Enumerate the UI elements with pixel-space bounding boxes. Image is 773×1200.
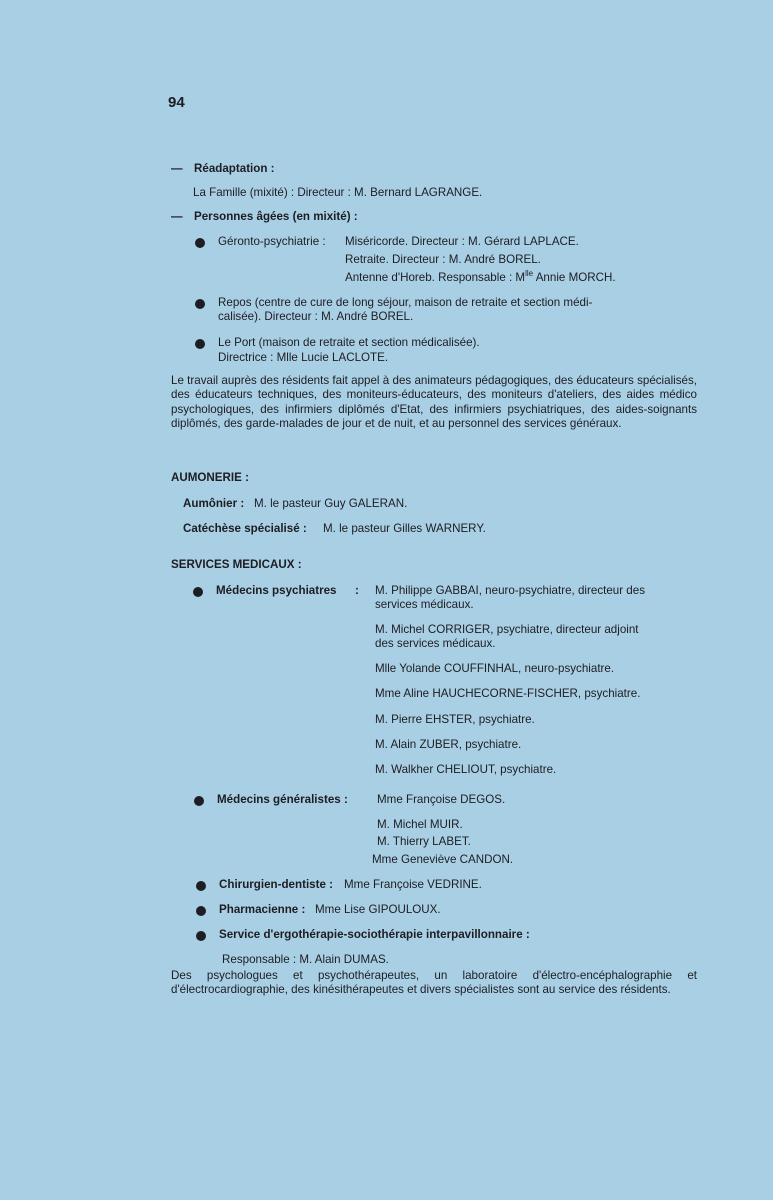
- generaliste-entry: Mme Geneviève CANDON.: [372, 853, 514, 866]
- geronto-antenne-text: Antenne d'Horeb. Responsable : M: [345, 271, 526, 284]
- generalistes-label: Médecins généralistes :: [217, 793, 348, 806]
- bullet-icon: [193, 587, 203, 597]
- readaptation-line: La Famille (mixité) : Directeur : M. Bernard LAGRANGE.: [193, 186, 483, 199]
- services-medicaux-heading: SERVICES MEDICAUX :: [171, 558, 302, 571]
- port-line1: Le Port (maison de retraite et section médicalisée).: [218, 336, 480, 349]
- repos-line2: calisée). Directeur : M. André BOREL.: [218, 310, 414, 323]
- generaliste-entry: M. Michel MUIR.: [377, 818, 463, 831]
- psychiatres-colon: :: [355, 584, 359, 597]
- catechese-value: M. le pasteur Gilles WARNERY.: [323, 522, 486, 535]
- personnes-agees-dash: —: [171, 210, 183, 223]
- aumonerie-heading: AUMONERIE :: [171, 471, 249, 484]
- bullet-icon: [194, 796, 204, 806]
- bullet-icon: [195, 339, 205, 349]
- pharmacienne-label: Pharmacienne :: [219, 903, 306, 916]
- personnes-agees-heading: Personnes âgées (en mixité) :: [194, 210, 358, 223]
- geronto-miseri: Miséricorde. Directeur : M. Gérard LAPLACE.: [345, 235, 579, 248]
- readaptation-heading: Réadaptation :: [194, 162, 275, 175]
- psychiatre-entry: M. Michel CORRIGER, psychiatre, directeur adjoint: [375, 623, 639, 636]
- psychiatre-entry: Mme Aline HAUCHECORNE-FISCHER, psychiatre.: [375, 687, 641, 700]
- aumonier-value: M. le pasteur Guy GALERAN.: [254, 497, 408, 510]
- psychiatre-entry: services médicaux.: [375, 598, 474, 611]
- generaliste-entry: M. Thierry LABET.: [377, 835, 471, 848]
- pharmacienne-value: Mme Lise GIPOULOUX.: [315, 903, 441, 916]
- aumonier-label: Aumônier :: [183, 497, 245, 510]
- bullet-icon: [196, 881, 206, 891]
- bullet-icon: [195, 299, 205, 309]
- generaliste-entry: Mme Françoise DEGOS.: [377, 793, 506, 806]
- travail-paragraph: Le travail auprès des résidents fait appel à des animateurs pédagogiques, des éducateurs spécialisés, des éducateurs techniques, des moniteurs-éducateurs, des moniteurs d'ateliers, des aides médico psychologiques, des infirmiers diplômés d'Etat, des infirmiers psychiatriques, des aides-soignants diplômés, des garde-malades de jour et de nuit, et au personnel des services généraux.: [171, 374, 697, 430]
- closing-paragraph: Des psychologues et psychothérapeutes, un laboratoire d'électro-encéphalographie et d'électrocardiographie, des kinésithérapeutes et divers spécialistes sont au service des résidents.: [171, 969, 697, 997]
- geronto-antenne-name: Annie MORCH.: [533, 271, 616, 284]
- psychiatre-entry: des services médicaux.: [375, 637, 496, 650]
- port-line2: Directrice : Mlle Lucie LACLOTE.: [218, 351, 389, 364]
- page-number: 94: [168, 94, 185, 111]
- bullet-icon: [195, 238, 205, 248]
- bullet-icon: [196, 906, 206, 916]
- catechese-label: Catéchèse spécialisé :: [183, 522, 307, 535]
- psychiatre-entry: M. Pierre EHSTER, psychiatre.: [375, 713, 535, 726]
- ergo-label: Service d'ergothérapie-sociothérapie interpavillonnaire :: [219, 928, 530, 941]
- dentiste-label: Chirurgien-dentiste :: [219, 878, 334, 891]
- dentiste-value: Mme Françoise VEDRINE.: [344, 878, 482, 891]
- geronto-antenne: [345, 270, 616, 285]
- psychiatres-label: Médecins psychiatres: [216, 584, 337, 597]
- bullet-icon: [196, 931, 206, 941]
- psychiatre-entry: Mlle Yolande COUFFINHAL, neuro-psychiatre.: [375, 662, 615, 675]
- psychiatre-entry: M. Alain ZUBER, psychiatre.: [375, 738, 522, 751]
- repos-line1: Repos (centre de cure de long séjour, maison de retraite et section médi-: [218, 296, 593, 309]
- ergo-responsable: Responsable : M. Alain DUMAS.: [222, 953, 389, 966]
- geronto-retraite: Retraite. Directeur : M. André BOREL.: [345, 253, 541, 266]
- psychiatre-entry: M. Walkher CHELIOUT, psychiatre.: [375, 763, 557, 776]
- geronto-label: Géronto-psychiatrie :: [218, 235, 326, 248]
- geronto-antenne-sup: lle: [525, 269, 534, 279]
- psychiatre-entry: M. Philippe GABBAI, neuro-psychiatre, directeur des: [375, 584, 646, 597]
- readaptation-dash: —: [171, 162, 183, 175]
